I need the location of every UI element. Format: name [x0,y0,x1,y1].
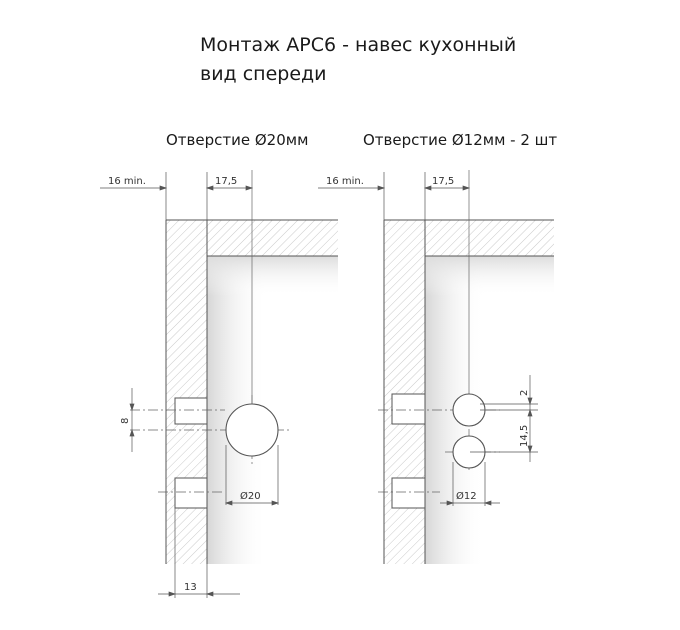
left-dim-diameter: Ø20 [240,491,261,502]
drawing-title: Монтаж APC6 - навес кухонный [200,34,517,56]
right-dowel-hole-lower [392,478,425,508]
right-dim-between: 14,5 [519,424,530,447]
right-dim-offset: 17,5 [432,176,455,187]
right-dim-top: 2 [519,389,530,396]
left-view-caption: Отверстие Ø20мм [166,131,309,149]
right-dim-diameter: Ø12 [456,491,477,502]
right-view [318,170,554,564]
left-dowel-hole-lower [175,478,207,508]
drawing-subtitle: вид спереди [200,63,327,85]
left-dim-offset: 17,5 [215,176,238,187]
left-dim-min: 16 min. [108,176,146,187]
left-dim-depth: 13 [184,582,197,593]
left-hole-d20 [226,404,278,456]
left-dim-spacing: 8 [120,417,131,424]
left-view [100,170,338,598]
right-dowel-hole-upper [392,394,425,424]
left-dowel-hole-upper [175,398,207,424]
right-view-caption: Отверстие Ø12мм - 2 шт [363,131,558,149]
right-dim-min: 16 min. [326,176,364,187]
